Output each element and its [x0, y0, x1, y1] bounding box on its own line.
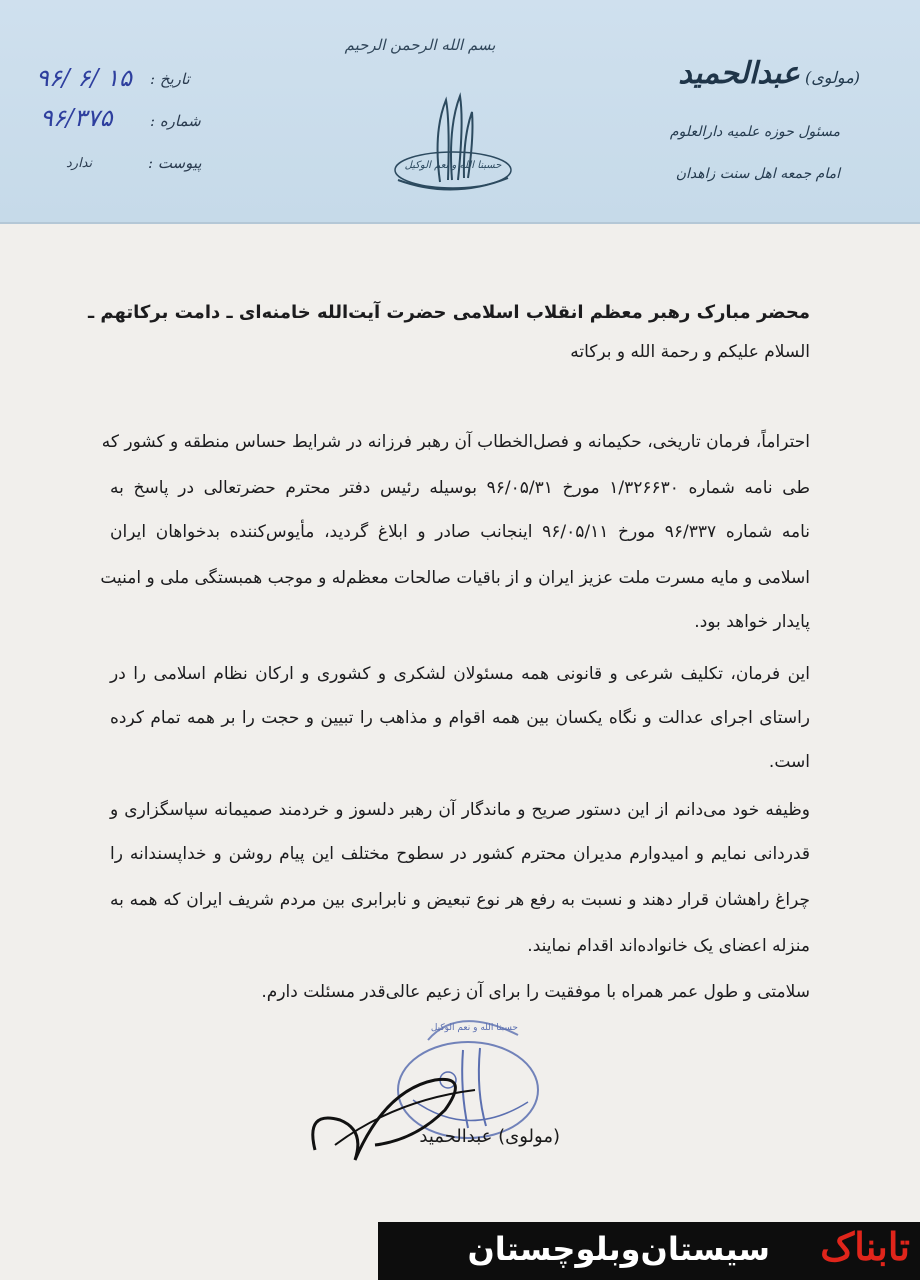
- paragraph-3-line-1: وظیفه خود می‌دانم از این دستور صریح و ماندگار آن رهبر دلسوز و خردمند صمیمانه سپاسگزاری و: [110, 800, 810, 820]
- paragraph-1-line-1: احتراماً، فرمان تاریخی، حکیمانه و فصل‌الخطاب آن رهبر فرزانه در شرایط حساس منطقه و کشور که: [101, 432, 810, 452]
- sender-name: عبدالحمید: [678, 56, 800, 91]
- paragraph-1-line-5: پایدار خواهد بود.: [694, 612, 810, 632]
- basmala: بسم الله الرحمن الرحیم: [344, 36, 496, 54]
- paragraph-1-line-4: اسلامی و مایه مسرت ملت عزیز ایران و از باقیات صالحات معظم‌له و موجب همبستگی ملی و امنیت: [100, 568, 810, 588]
- sender-title: [620, 56, 860, 91]
- addressee: محضر مبارک رهبر معظم انقلاب اسلامی حضرت آیت‌الله خامنه‌ای ـ دامت برکاتهم ـ: [88, 302, 810, 323]
- attachment-value: ندارد: [66, 156, 93, 171]
- sender-prefix: (مولوی): [805, 68, 860, 87]
- letterhead: [0, 0, 920, 224]
- paragraph-3-line-3: چراغ راهشان قرار دهند و نسبت به رفع هر نوع تبعیض و نابرابری بین مردم شریف ایران که همه به: [110, 890, 810, 910]
- emblem-text: حسبنا الله و نعم الوکیل: [404, 160, 502, 171]
- banner-brand: تابناک: [820, 1224, 910, 1269]
- watermark-banner: [378, 1222, 920, 1280]
- attachment-label: پیوست :: [148, 154, 202, 172]
- number-label: شماره :: [150, 112, 201, 130]
- closing: سلامتی و طول عمر همراه با موفقیت را برای آن زعیم عالی‌قدر مسئلت دارم.: [261, 982, 810, 1002]
- paragraph-2-line-2: راستای اجرای عدالت و نگاه یکسان بین همه اقوام و مذاهب را تبیین و حجت را بر همه تمام کرده: [110, 708, 810, 728]
- sender-line-2: امام جمعه اهل سنت زاهدان: [675, 166, 840, 182]
- paragraph-1-line-2: طی نامه شماره ۱/۳۲۶۶۳۰ مورخ ۹۶/۰۵/۳۱ بوسیله رئیس دفتر محترم حضرتعالی در پاسخ به: [110, 478, 810, 498]
- handwritten-signature-icon: [295, 1050, 495, 1170]
- paragraph-2-line-1: این فرمان، تکلیف شرعی و قانونی همه مسئولان لشکری و کشوری و ارکان نظام اسلامی را در: [110, 664, 810, 684]
- signature-name: (مولوی) عبدالحمید: [419, 1126, 560, 1147]
- date-label: تاریخ :: [150, 70, 190, 88]
- calligraphy-emblem-icon: [378, 92, 528, 202]
- greeting: السلام علیکم و رحمة الله و برکاته: [570, 342, 810, 362]
- paragraph-1-line-3: نامه شماره ۹۶/۳۳۷ مورخ ۹۶/۰۵/۱۱ اینجانب صادر و ابلاغ گردید، مأیوس‌کننده بدخواهان ایران: [110, 522, 810, 542]
- sender-line-1: مسئول حوزه علمیه دارالعلوم: [669, 124, 840, 140]
- seal-text: حسبنا الله و نعم الوکیل: [430, 1023, 518, 1033]
- paragraph-2-line-3: است.: [768, 752, 810, 772]
- paragraph-3-line-2: قدردانی نمایم و امیدوارم مدیران محترم کشور در سطوح مختلف این پیام روشن و خداپسندانه را: [110, 844, 810, 864]
- date-value: ۹۶/ ۶/ ۱۵: [36, 64, 132, 92]
- paragraph-3-line-4: منزله اعضای یک خانواده‌اند اقدام نمایند.: [527, 936, 810, 956]
- banner-region: سیستان‌وبلوچستان: [467, 1230, 770, 1268]
- number-value: ۹۶/۳۷۵: [40, 104, 113, 132]
